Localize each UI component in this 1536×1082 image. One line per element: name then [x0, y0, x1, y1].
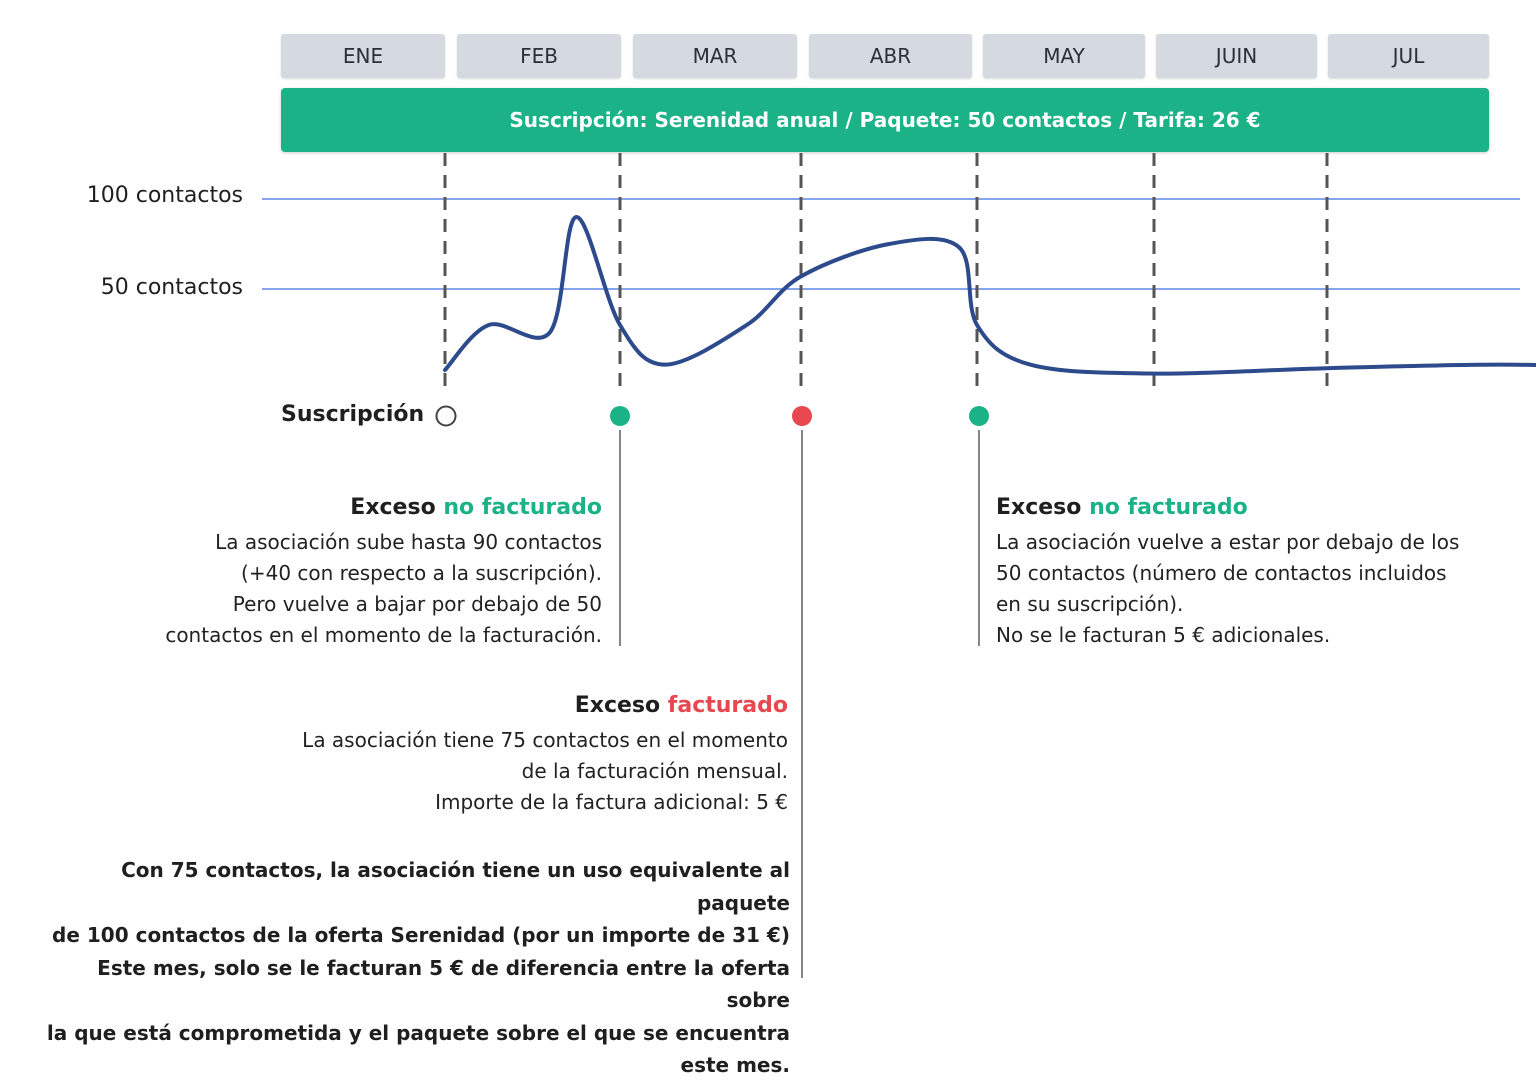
month-tab-ene: ENE — [281, 34, 445, 78]
marker-mar — [792, 406, 812, 426]
billing-note-line: la que está comprometida y el paquete sobre el que se encuentra este mes. — [46, 1020, 790, 1077]
callout-feb-line: contactos en el momento de la facturación. — [165, 623, 602, 647]
callout-mar-line: La asociación tiene 75 contactos en el momento — [302, 728, 788, 752]
callout-feb-line: Pero vuelve a bajar por debajo de 50 — [232, 592, 602, 616]
marker-feb — [610, 406, 630, 426]
callout-abr-line: 50 contactos (número de contactos incluidos — [996, 561, 1447, 585]
callout-abr-line: en su suscripción). — [996, 592, 1184, 616]
callout-abr-title-b: no facturado — [1089, 495, 1248, 520]
usage-line — [445, 217, 1536, 374]
month-tab-juin: JUIN — [1156, 34, 1317, 78]
billing-note-line: Este mes, solo se le facturan 5 € de diferencia entre la oferta sobre — [97, 955, 790, 1012]
callout-feb-title — [42, 492, 602, 523]
y-label-100: 100 contactos — [86, 183, 243, 208]
callout-mar-line: de la facturación mensual. — [521, 759, 788, 783]
callout-mar-title-a: Exceso — [574, 693, 661, 718]
callout-feb-line: La asociación sube hasta 90 contactos — [215, 530, 602, 554]
callout-abr-title — [996, 492, 1516, 523]
callout-mar-title — [228, 690, 788, 721]
month-tab-mar: MAR — [633, 34, 797, 78]
callout-mar — [228, 690, 788, 818]
month-tab-abr: ABR — [809, 34, 972, 78]
callout-abr — [996, 492, 1516, 651]
billing-note — [30, 854, 790, 1082]
marker-abr — [969, 406, 989, 426]
callout-feb-title-b: no facturado — [443, 495, 602, 520]
month-dashes — [445, 153, 1327, 392]
marker-subscription — [437, 407, 456, 426]
callout-abr-line: La asociación vuelve a estar por debajo de los — [996, 530, 1460, 554]
callout-feb-line: (+40 con respecto a la suscripción). — [241, 561, 602, 585]
callout-mar-line: Importe de la factura adicional: 5 € — [435, 790, 788, 814]
callout-abr-title-a: Exceso — [996, 495, 1082, 520]
month-tab-jul: JUL — [1328, 34, 1489, 78]
month-tab-may: MAY — [983, 34, 1145, 78]
callout-mar-title-b: facturado — [667, 693, 788, 718]
callout-abr-line: No se le facturan 5 € adicionales. — [996, 623, 1331, 647]
billing-note-line: de 100 contactos de la oferta Serenidad (por un importe de 31 €) — [52, 923, 790, 947]
month-tab-feb: FEB — [457, 34, 621, 78]
callout-feb-title-a: Exceso — [350, 495, 436, 520]
subscription-banner: Suscripción: Serenidad anual / Paquete: 50 contactos / Tarifa: 26 € — [281, 88, 1489, 152]
y-label-50: 50 contactos — [100, 275, 243, 300]
callout-feb — [42, 492, 602, 651]
billing-note-line: Con 75 contactos, la asociación tiene un uso equivalente al paquete — [121, 858, 790, 915]
subscription-label: Suscripción — [281, 402, 425, 427]
